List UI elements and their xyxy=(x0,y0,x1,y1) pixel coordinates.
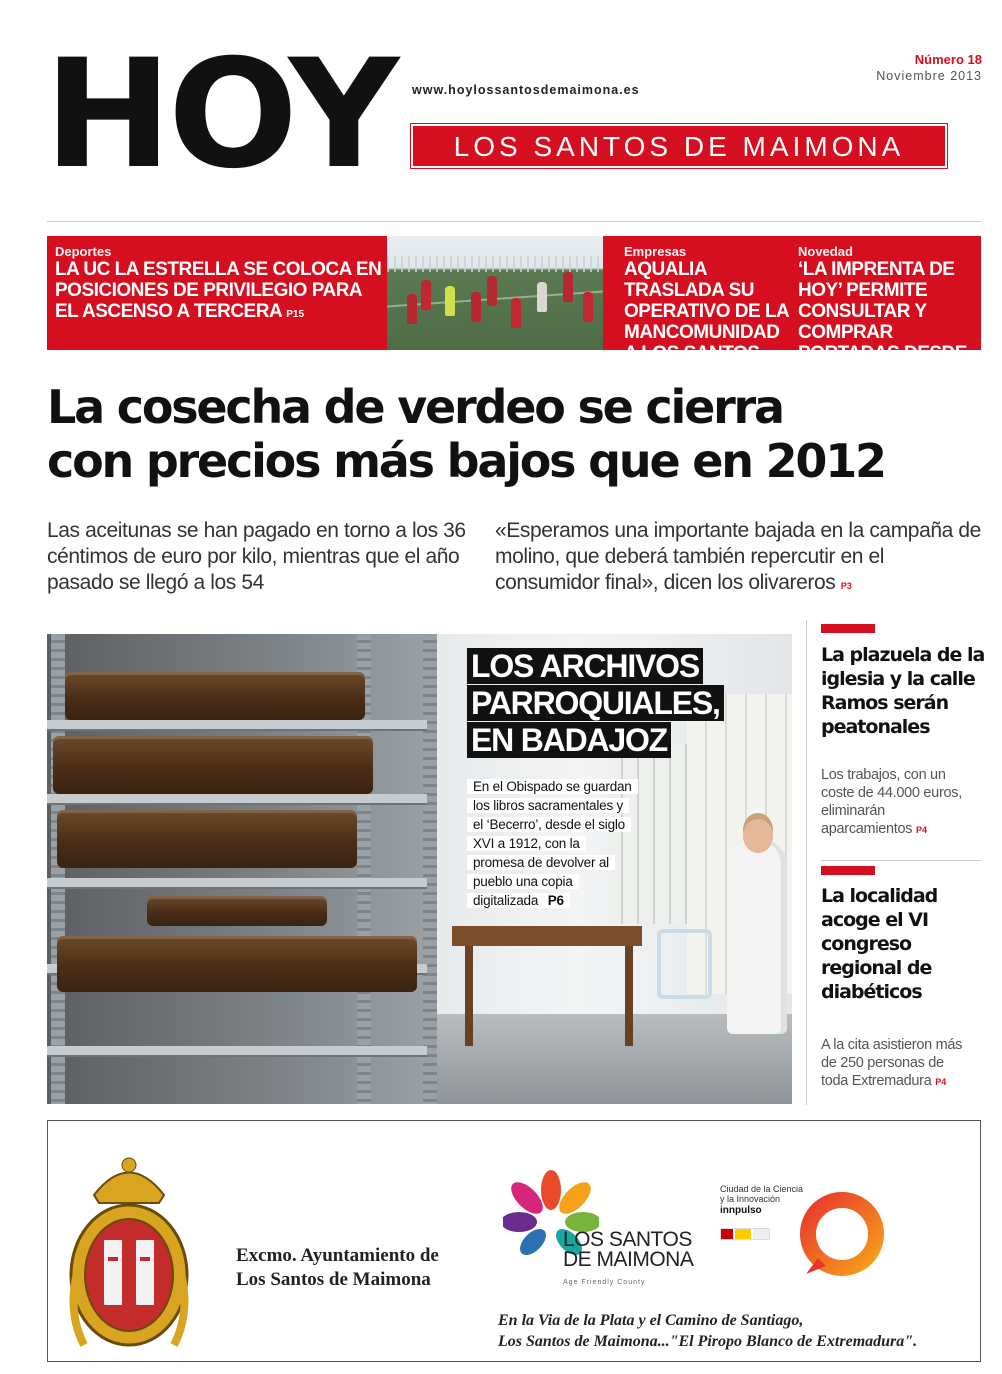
feature-summary: En el Obispado se guardan los libros sacramentales y el ‘Becerro’, desde el siglo XVI a 1912, con la promesa de devolver al pueblo una copia digitalizada P6 xyxy=(467,777,632,910)
page-ref: P4 xyxy=(935,1077,947,1087)
teaser-strip xyxy=(47,236,981,385)
story-marker xyxy=(821,624,875,633)
page-ref: P6 xyxy=(545,893,567,908)
coat-of-arms-icon xyxy=(64,1145,194,1365)
ad-slogan: En la Via de la Plata y el Camino de Santiago, Los Santos de Maimona..."El Piropo Blanco de Extremadura". xyxy=(498,1312,918,1350)
side-summary: Los trabajos, con un coste de 44.000 euros, eliminarán aparcamientos P4 xyxy=(821,767,962,837)
masthead-logo[interactable]: HOY xyxy=(44,28,396,202)
column-divider xyxy=(806,620,807,1105)
town-banner: LOS SANTOS DE MAIMONA xyxy=(411,124,947,168)
issue-date: Noviembre 2013 xyxy=(876,69,982,83)
football-photo[interactable] xyxy=(387,236,603,350)
issue-info xyxy=(876,52,982,84)
deck-right: «Esperamos una importante bajada en la campaña de molino, que deberá también repercutir en el consumidor final», dicen los olivareros P3 xyxy=(495,519,981,594)
innpulso-ring-icon xyxy=(796,1188,888,1280)
ayuntamiento-name: Excmo. Ayuntamiento de Los Santos de Maimona xyxy=(236,1245,439,1290)
page-ref: P3 xyxy=(840,581,852,591)
main-headline[interactable]: La cosecha de verdeo se cierra con precios más bajos que en 2012 xyxy=(47,380,885,488)
teaser-section: Empresas xyxy=(624,244,687,259)
teaser-business[interactable] xyxy=(624,244,794,367)
teaser-section: Novedad xyxy=(798,244,853,259)
teaser-news[interactable] xyxy=(798,244,978,388)
story-marker xyxy=(821,866,875,875)
page-ref: P13 xyxy=(843,372,861,383)
page-ref: P4 xyxy=(915,825,927,835)
brand-wordmark: LOS SANTOS DE MAIMONA Age Friendly County xyxy=(563,1228,694,1286)
feature-title[interactable]: LOS ARCHIVOS PARROQUIALES, EN BADAJOZ xyxy=(467,648,717,759)
teaser-section: Deportes xyxy=(55,244,112,259)
header-divider xyxy=(47,221,981,222)
innovation-label: Ciudad de la Ciencia y la Innovación innpulso xyxy=(720,1184,804,1216)
page-ref: P2 xyxy=(764,351,777,362)
side-summary: A la cita asistieron más de 250 personas de toda Extremadura P4 xyxy=(821,1037,963,1089)
issue-number: Número 18 xyxy=(914,52,982,67)
site-url[interactable]: www.hoylossantosdemaimona.es xyxy=(412,83,640,97)
side-headline[interactable]: La localidad acoge el VI congreso regional de diabéticos xyxy=(821,885,938,1003)
side-divider xyxy=(821,860,981,861)
teaser-headline[interactable]: ‘LA IMPRENTA DE HOY’ PERMITE CONSULTAR Y COMPRAR PORTADAS DESDE 1933 P13 xyxy=(798,259,967,385)
teaser-sports[interactable] xyxy=(55,244,385,325)
teaser-headline[interactable]: AQUALIA TRASLADA SU OPERATIVO DE LA MANCOMUNIDAD A LOS SANTOS P2 xyxy=(624,259,789,364)
deck-left: Las aceitunas se han pagado en torno a los 36 céntimos de euro por kilo, mientras que el año pasado se llegó a los 54 xyxy=(47,519,466,594)
side-headline[interactable]: La plazuela de la iglesia y la calle Ramos serán peatonales xyxy=(821,644,985,738)
teaser-headline[interactable]: LA UC LA ESTRELLA SE COLOCA EN POSICIONES DE PRIVILEGIO PARA EL ASCENSO A TERCERA P15 xyxy=(55,259,382,322)
government-logos xyxy=(720,1228,770,1240)
page-ref: P15 xyxy=(286,309,305,320)
